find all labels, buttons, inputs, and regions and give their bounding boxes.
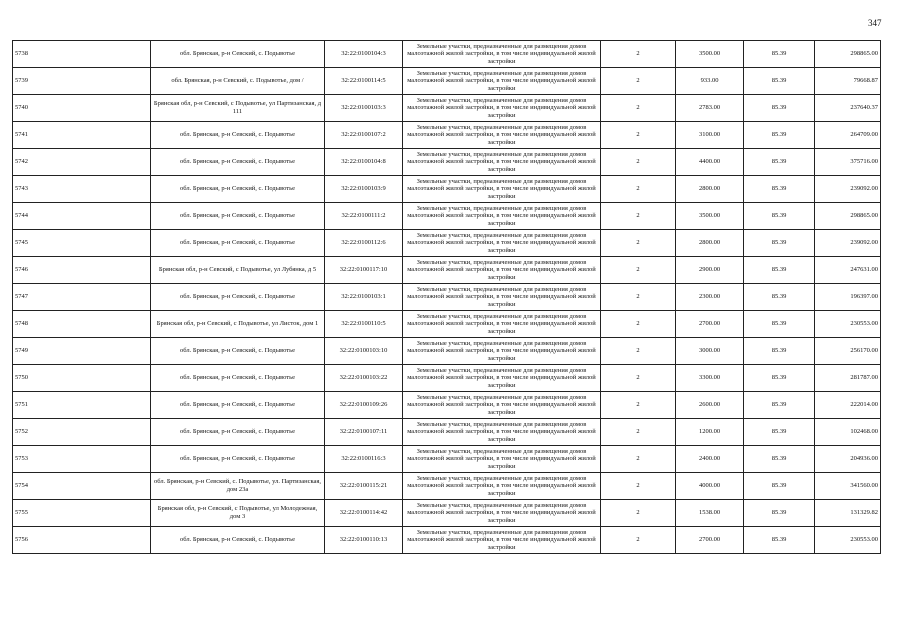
category-cell: 2 <box>601 338 676 365</box>
specific-value-cell: 85.39 <box>744 338 815 365</box>
table-row <box>13 257 881 284</box>
cadastral-value-cell: 196397.00 <box>815 284 881 311</box>
cadastral-value-cell: 281787.00 <box>815 365 881 392</box>
category-cell: 2 <box>601 176 676 203</box>
cadastral-number-cell: 32:22:0100103:22 <box>325 365 403 392</box>
table-row <box>13 95 881 122</box>
category-cell: 2 <box>601 446 676 473</box>
row-number-cell: 5743 <box>13 176 151 203</box>
category-cell: 2 <box>601 95 676 122</box>
permitted-use-cell: Земельные участки, предназначенные для размещения домов малоэтажной жилой застройки, в том числе индивидуальной жилой застройки <box>403 203 601 230</box>
land-registry-table <box>12 40 881 554</box>
address-cell: обл. Брянская, р-н Севский, с. Подывотье <box>151 41 325 68</box>
cadastral-value-cell: 256170.00 <box>815 338 881 365</box>
table-row <box>13 176 881 203</box>
address-cell: обл. Брянская, р-н Севский, с. Подывотье <box>151 446 325 473</box>
cadastral-number-cell: 32:22:0100103:3 <box>325 95 403 122</box>
address-cell: обл. Брянская, р-н Севский, с. Подывотье, дом / <box>151 68 325 95</box>
specific-value-cell: 85.39 <box>744 68 815 95</box>
row-number-cell: 5745 <box>13 230 151 257</box>
area-cell: 1200.00 <box>676 419 744 446</box>
permitted-use-cell: Земельные участки, предназначенные для размещения домов малоэтажной жилой застройки, в том числе индивидуальной жилой застройки <box>403 527 601 554</box>
table-row <box>13 392 881 419</box>
table-row <box>13 284 881 311</box>
specific-value-cell: 85.39 <box>744 284 815 311</box>
cadastral-value-cell: 230553.00 <box>815 311 881 338</box>
permitted-use-cell: Земельные участки, предназначенные для размещения домов малоэтажной жилой застройки, в том числе индивидуальной жилой застройки <box>403 500 601 527</box>
specific-value-cell: 85.39 <box>744 176 815 203</box>
area-cell: 2800.00 <box>676 176 744 203</box>
row-number-cell: 5749 <box>13 338 151 365</box>
cadastral-value-cell: 230553.00 <box>815 527 881 554</box>
permitted-use-cell: Земельные участки, предназначенные для размещения домов малоэтажной жилой застройки, в том числе индивидуальной жилой застройки <box>403 95 601 122</box>
row-number-cell: 5752 <box>13 419 151 446</box>
area-cell: 2800.00 <box>676 230 744 257</box>
area-cell: 2700.00 <box>676 311 744 338</box>
table-row <box>13 311 881 338</box>
address-cell: Брянская обл, р-н Севский, с Подывотье, ул Листок, дом 1 <box>151 311 325 338</box>
area-cell: 4400.00 <box>676 149 744 176</box>
area-cell: 3500.00 <box>676 203 744 230</box>
table-row <box>13 338 881 365</box>
permitted-use-cell: Земельные участки, предназначенные для размещения домов малоэтажной жилой застройки, в том числе индивидуальной жилой застройки <box>403 149 601 176</box>
category-cell: 2 <box>601 527 676 554</box>
address-cell: обл. Брянская, р-н Севский, с. Подывотье <box>151 203 325 230</box>
permitted-use-cell: Земельные участки, предназначенные для размещения домов малоэтажной жилой застройки, в том числе индивидуальной жилой застройки <box>403 419 601 446</box>
permitted-use-cell: Земельные участки, предназначенные для размещения домов малоэтажной жилой застройки, в том числе индивидуальной жилой застройки <box>403 338 601 365</box>
cadastral-number-cell: 32:22:0100111:2 <box>325 203 403 230</box>
cadastral-number-cell: 32:22:0100112:6 <box>325 230 403 257</box>
address-cell: обл. Брянская, р-н Севский, с. Подывотье <box>151 149 325 176</box>
permitted-use-cell: Земельные участки, предназначенные для размещения домов малоэтажной жилой застройки, в том числе индивидуальной жилой застройки <box>403 446 601 473</box>
area-cell: 933.00 <box>676 68 744 95</box>
specific-value-cell: 85.39 <box>744 122 815 149</box>
area-cell: 1538.00 <box>676 500 744 527</box>
category-cell: 2 <box>601 284 676 311</box>
category-cell: 2 <box>601 500 676 527</box>
category-cell: 2 <box>601 230 676 257</box>
cadastral-number-cell: 32:22:0100114:42 <box>325 500 403 527</box>
permitted-use-cell: Земельные участки, предназначенные для размещения домов малоэтажной жилой застройки, в том числе индивидуальной жилой застройки <box>403 122 601 149</box>
table-row <box>13 122 881 149</box>
specific-value-cell: 85.39 <box>744 95 815 122</box>
category-cell: 2 <box>601 203 676 230</box>
table-row <box>13 230 881 257</box>
permitted-use-cell: Земельные участки, предназначенные для размещения домов малоэтажной жилой застройки, в том числе индивидуальной жилой застройки <box>403 68 601 95</box>
area-cell: 2700.00 <box>676 527 744 554</box>
row-number-cell: 5748 <box>13 311 151 338</box>
permitted-use-cell: Земельные участки, предназначенные для размещения домов малоэтажной жилой застройки, в том числе индивидуальной жилой застройки <box>403 284 601 311</box>
category-cell: 2 <box>601 257 676 284</box>
page-number: 347 <box>868 18 882 28</box>
address-cell: обл. Брянская, р-н Севский, с. Подывотье <box>151 284 325 311</box>
cadastral-number-cell: 32:22:0100117:10 <box>325 257 403 284</box>
area-cell: 2400.00 <box>676 446 744 473</box>
row-number-cell: 5750 <box>13 365 151 392</box>
specific-value-cell: 85.39 <box>744 203 815 230</box>
table-row <box>13 68 881 95</box>
cadastral-value-cell: 102468.00 <box>815 419 881 446</box>
cadastral-value-cell: 375716.00 <box>815 149 881 176</box>
permitted-use-cell: Земельные участки, предназначенные для размещения домов малоэтажной жилой застройки, в том числе индивидуальной жилой застройки <box>403 392 601 419</box>
address-cell: обл. Брянская, р-н Севский, с. Подывотье, ул. Партизанская, дом 23а <box>151 473 325 500</box>
category-cell: 2 <box>601 122 676 149</box>
area-cell: 2783.00 <box>676 95 744 122</box>
specific-value-cell: 85.39 <box>744 392 815 419</box>
cadastral-value-cell: 237640.37 <box>815 95 881 122</box>
cadastral-number-cell: 32:22:0100115:21 <box>325 473 403 500</box>
cadastral-number-cell: 32:22:0100104:8 <box>325 149 403 176</box>
table-row <box>13 446 881 473</box>
cadastral-value-cell: 264709.00 <box>815 122 881 149</box>
area-cell: 3500.00 <box>676 41 744 68</box>
permitted-use-cell: Земельные участки, предназначенные для размещения домов малоэтажной жилой застройки, в том числе индивидуальной жилой застройки <box>403 473 601 500</box>
row-number-cell: 5738 <box>13 41 151 68</box>
address-cell: Брянская обл, р-н Севский, с Подывотье, ул Молодежная, дом 3 <box>151 500 325 527</box>
specific-value-cell: 85.39 <box>744 311 815 338</box>
address-cell: обл. Брянская, р-н Севский, с. Подывотье <box>151 527 325 554</box>
row-number-cell: 5746 <box>13 257 151 284</box>
table-row <box>13 41 881 68</box>
specific-value-cell: 85.39 <box>744 41 815 68</box>
specific-value-cell: 85.39 <box>744 257 815 284</box>
table-row <box>13 365 881 392</box>
cadastral-value-cell: 239092.00 <box>815 230 881 257</box>
cadastral-value-cell: 247631.00 <box>815 257 881 284</box>
permitted-use-cell: Земельные участки, предназначенные для размещения домов малоэтажной жилой застройки, в том числе индивидуальной жилой застройки <box>403 257 601 284</box>
specific-value-cell: 85.39 <box>744 446 815 473</box>
row-number-cell: 5741 <box>13 122 151 149</box>
cadastral-number-cell: 32:22:0100107:2 <box>325 122 403 149</box>
row-number-cell: 5753 <box>13 446 151 473</box>
category-cell: 2 <box>601 41 676 68</box>
category-cell: 2 <box>601 68 676 95</box>
cadastral-number-cell: 32:22:0100110:13 <box>325 527 403 554</box>
row-number-cell: 5754 <box>13 473 151 500</box>
cadastral-value-cell: 298865.00 <box>815 203 881 230</box>
area-cell: 2600.00 <box>676 392 744 419</box>
specific-value-cell: 85.39 <box>744 365 815 392</box>
cadastral-number-cell: 32:22:0100109:26 <box>325 392 403 419</box>
table-body <box>13 41 881 554</box>
row-number-cell: 5751 <box>13 392 151 419</box>
category-cell: 2 <box>601 365 676 392</box>
specific-value-cell: 85.39 <box>744 527 815 554</box>
category-cell: 2 <box>601 311 676 338</box>
cadastral-value-cell: 222014.00 <box>815 392 881 419</box>
specific-value-cell: 85.39 <box>744 473 815 500</box>
cadastral-number-cell: 32:22:0100103:10 <box>325 338 403 365</box>
area-cell: 3100.00 <box>676 122 744 149</box>
row-number-cell: 5739 <box>13 68 151 95</box>
address-cell: Брянская обл, р-н Севский, с Подывотье, ул Партизанская, д 111 <box>151 95 325 122</box>
permitted-use-cell: Земельные участки, предназначенные для размещения домов малоэтажной жилой застройки, в том числе индивидуальной жилой застройки <box>403 176 601 203</box>
cadastral-number-cell: 32:22:0100104:3 <box>325 41 403 68</box>
cadastral-value-cell: 79668.87 <box>815 68 881 95</box>
table-row <box>13 203 881 230</box>
specific-value-cell: 85.39 <box>744 500 815 527</box>
row-number-cell: 5744 <box>13 203 151 230</box>
area-cell: 4000.00 <box>676 473 744 500</box>
table-row <box>13 527 881 554</box>
area-cell: 3000.00 <box>676 338 744 365</box>
permitted-use-cell: Земельные участки, предназначенные для размещения домов малоэтажной жилой застройки, в том числе индивидуальной жилой застройки <box>403 41 601 68</box>
cadastral-number-cell: 32:22:0100103:9 <box>325 176 403 203</box>
cadastral-value-cell: 239092.00 <box>815 176 881 203</box>
address-cell: обл. Брянская, р-н Севский, с. Подывотье <box>151 230 325 257</box>
specific-value-cell: 85.39 <box>744 230 815 257</box>
permitted-use-cell: Земельные участки, предназначенные для размещения домов малоэтажной жилой застройки, в том числе индивидуальной жилой застройки <box>403 365 601 392</box>
address-cell: Брянская обл, р-н Севский, с Подывотье, ул Лубянка, д 5 <box>151 257 325 284</box>
address-cell: обл. Брянская, р-н Севский, с. Подывотье <box>151 419 325 446</box>
area-cell: 2300.00 <box>676 284 744 311</box>
table-row <box>13 500 881 527</box>
permitted-use-cell: Земельные участки, предназначенные для размещения домов малоэтажной жилой застройки, в том числе индивидуальной жилой застройки <box>403 311 601 338</box>
address-cell: обл. Брянская, р-н Севский, с. Подывотье <box>151 176 325 203</box>
category-cell: 2 <box>601 473 676 500</box>
specific-value-cell: 85.39 <box>744 149 815 176</box>
cadastral-value-cell: 204936.00 <box>815 446 881 473</box>
address-cell: обл. Брянская, р-н Севский, с. Подывотье <box>151 365 325 392</box>
cadastral-number-cell: 32:22:0100110:5 <box>325 311 403 338</box>
cadastral-value-cell: 341560.00 <box>815 473 881 500</box>
cadastral-number-cell: 32:22:0100116:3 <box>325 446 403 473</box>
permitted-use-cell: Земельные участки, предназначенные для размещения домов малоэтажной жилой застройки, в том числе индивидуальной жилой застройки <box>403 230 601 257</box>
table-row <box>13 149 881 176</box>
cadastral-value-cell: 298865.00 <box>815 41 881 68</box>
cadastral-value-cell: 131329.82 <box>815 500 881 527</box>
row-number-cell: 5742 <box>13 149 151 176</box>
address-cell: обл. Брянская, р-н Севский, с. Подывотье <box>151 338 325 365</box>
row-number-cell: 5756 <box>13 527 151 554</box>
category-cell: 2 <box>601 419 676 446</box>
address-cell: обл. Брянская, р-н Севский, с. Подывотье <box>151 392 325 419</box>
category-cell: 2 <box>601 149 676 176</box>
cadastral-number-cell: 32:22:0100107:11 <box>325 419 403 446</box>
table-row <box>13 419 881 446</box>
row-number-cell: 5755 <box>13 500 151 527</box>
area-cell: 2900.00 <box>676 257 744 284</box>
address-cell: обл. Брянская, р-н Севский, с. Подывотье <box>151 122 325 149</box>
table-row <box>13 473 881 500</box>
category-cell: 2 <box>601 392 676 419</box>
area-cell: 3300.00 <box>676 365 744 392</box>
specific-value-cell: 85.39 <box>744 419 815 446</box>
row-number-cell: 5740 <box>13 95 151 122</box>
cadastral-number-cell: 32:22:0100103:1 <box>325 284 403 311</box>
cadastral-number-cell: 32:22:0100114:5 <box>325 68 403 95</box>
row-number-cell: 5747 <box>13 284 151 311</box>
